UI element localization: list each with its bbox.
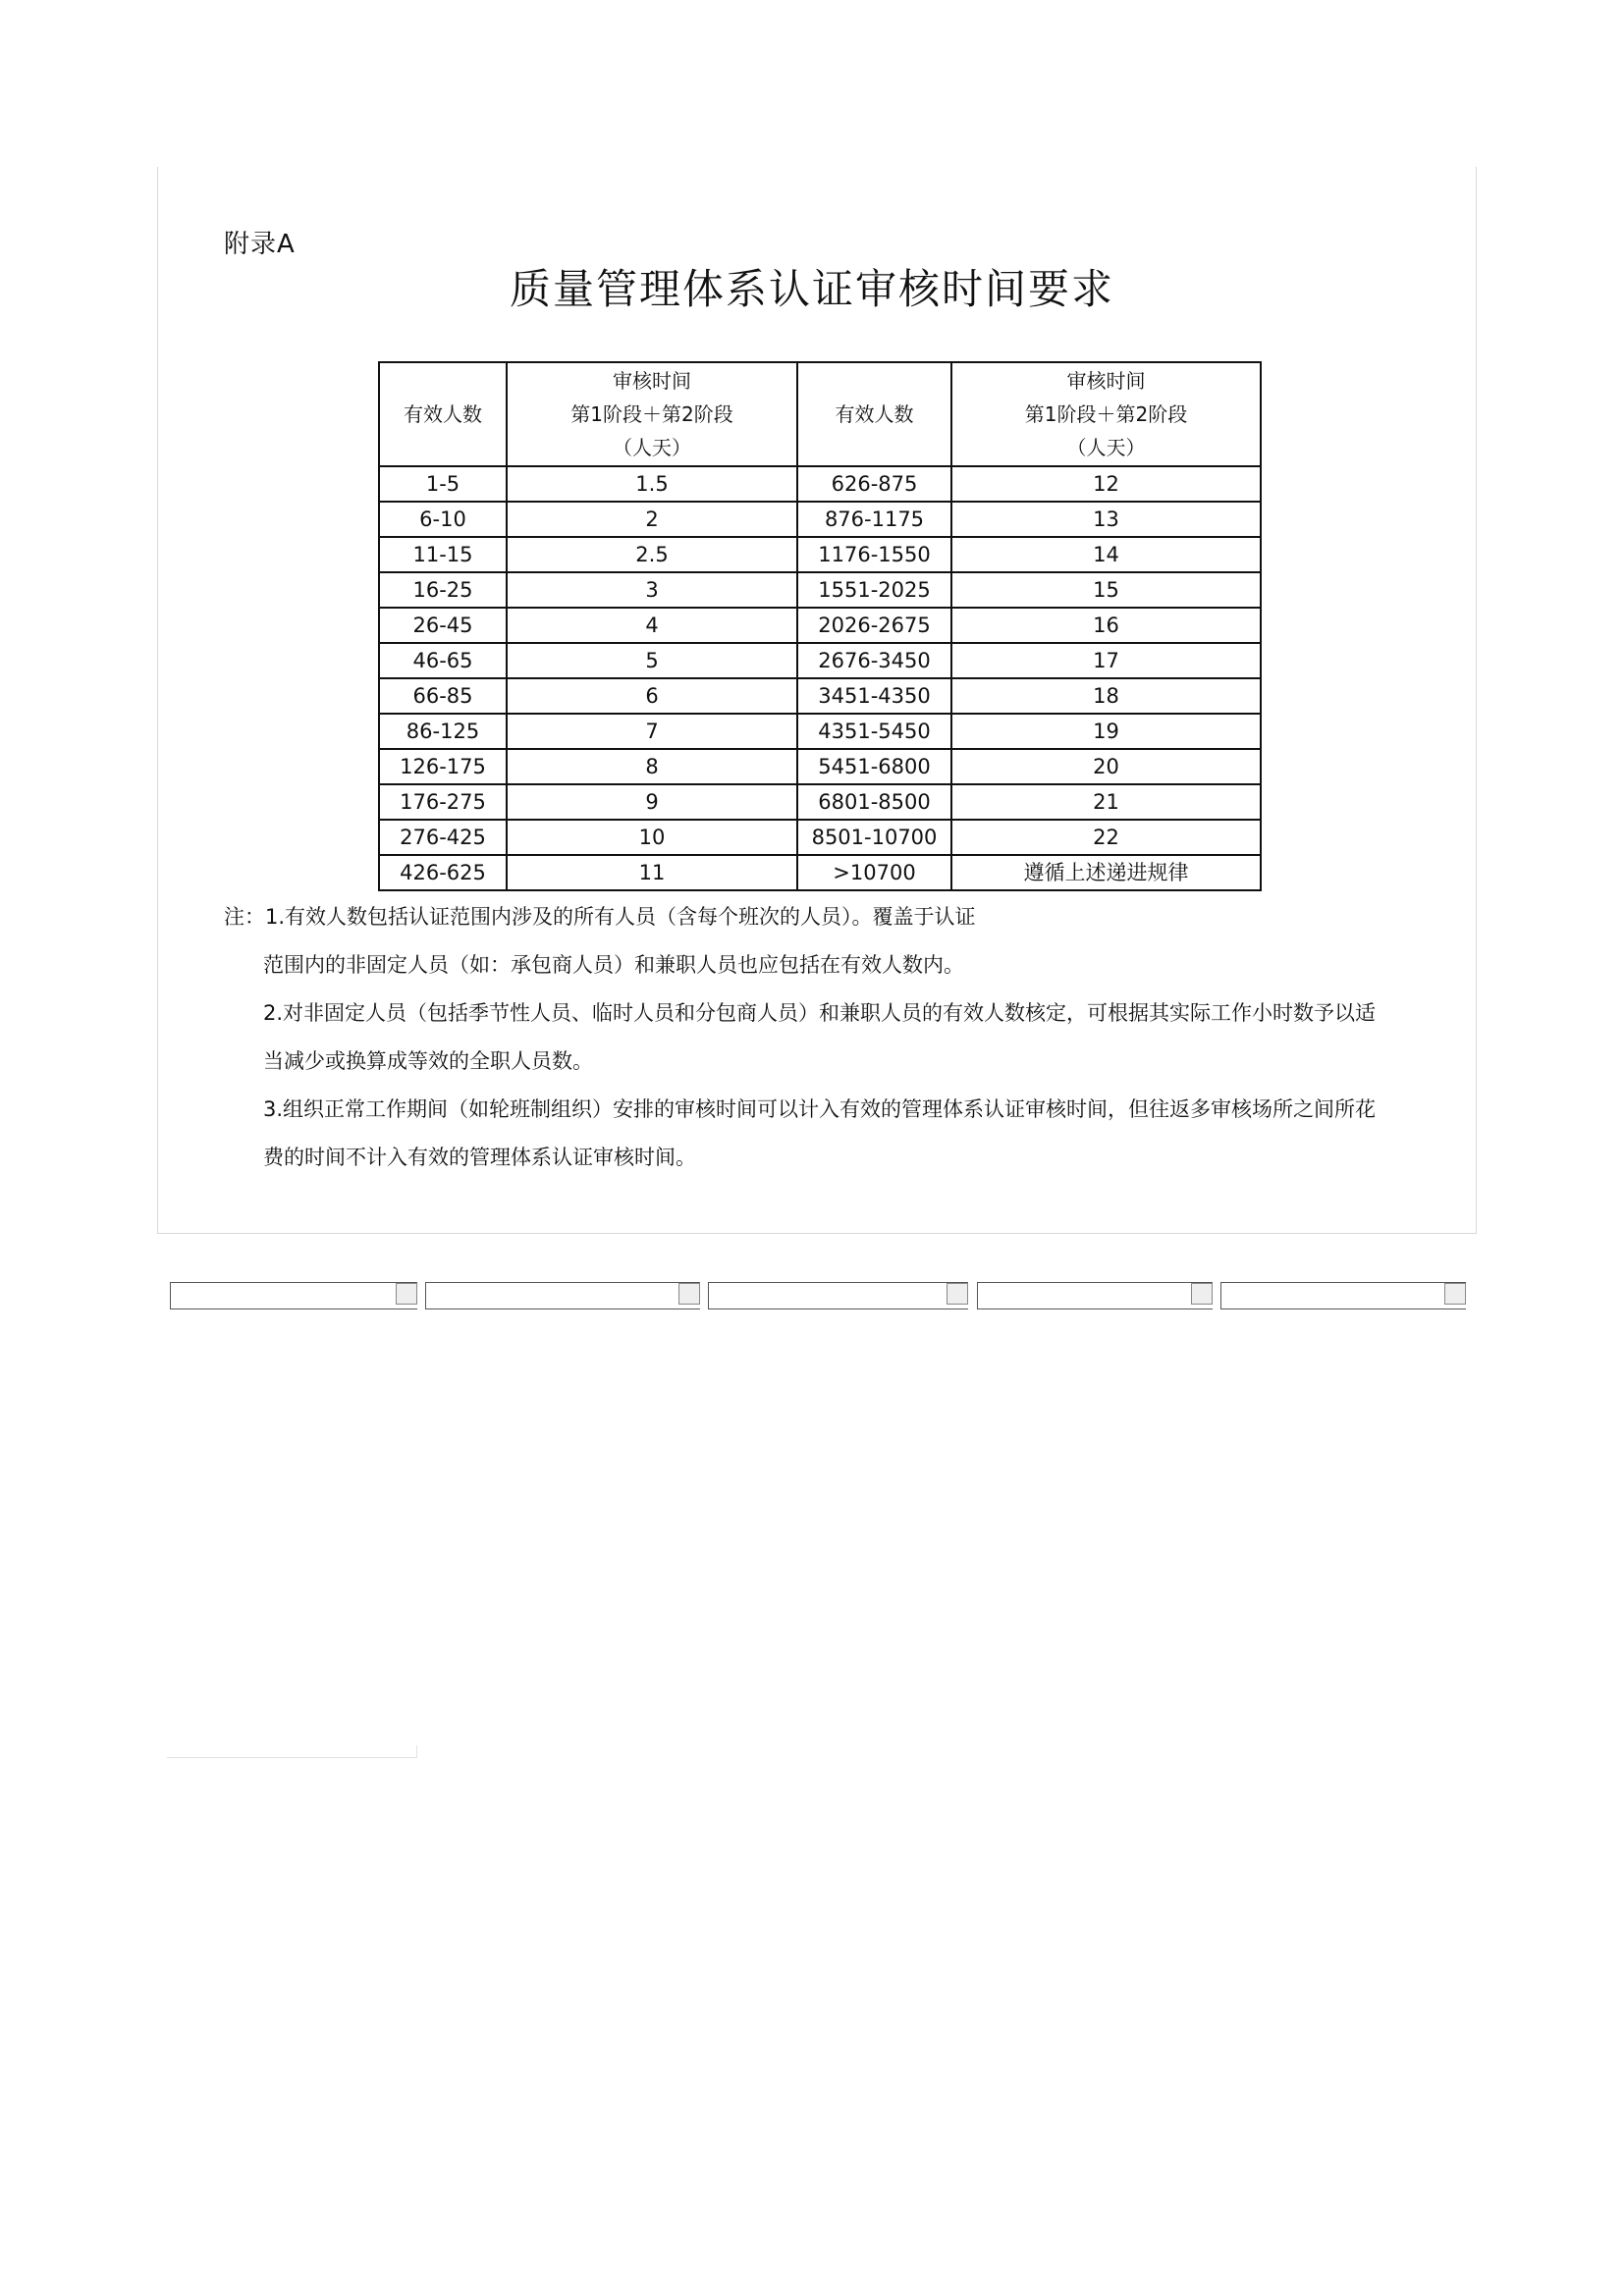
header-people: 有效人数 [379,362,507,466]
table-cell: 126-175 [379,749,507,784]
table-cell: 626-875 [797,466,951,502]
table-row [379,643,1261,678]
table-cell: 16-25 [379,572,507,608]
table-cell: 7 [507,714,797,749]
field-handle-icon[interactable] [947,1283,968,1305]
table-cell: 8501-10700 [797,820,951,855]
table-cell: 11 [507,855,797,890]
table-cell: 10 [507,820,797,855]
form-field-4[interactable] [977,1282,1213,1309]
table-cell: 18 [951,678,1261,714]
header-people: 有效人数 [797,362,951,466]
field-handle-icon[interactable] [1444,1283,1466,1305]
table-cell: 6 [507,678,797,714]
header-time-line1: 审核时间 [613,369,691,393]
table-cell: 276-425 [379,820,507,855]
table-cell: 2 [507,502,797,537]
table-row [379,784,1261,820]
note-line: 2.对非固定人员（包括季节性人员、临时人员和分包商人员）和兼职人员的有效人数核定，可根据其实际工作小时数予以适 [263,1001,1377,1025]
table-row [379,502,1261,537]
table-row [379,608,1261,643]
table-cell: 9 [507,784,797,820]
field-handle-icon[interactable] [396,1283,417,1305]
table-cell: 1176-1550 [797,537,951,572]
header-time-line3: （人天） [613,436,691,459]
table-row [379,678,1261,714]
table-cell: 遵循上述递进规律 [951,855,1261,890]
table-row [379,466,1261,502]
table-header-row [379,362,1261,466]
table-cell: 66-85 [379,678,507,714]
audit-time-table [378,361,1262,891]
header-audit-time [507,362,797,466]
table-cell: 21 [951,784,1261,820]
table-cell: 22 [951,820,1261,855]
form-field-5[interactable] [1220,1282,1466,1309]
table-cell: 5 [507,643,797,678]
table-cell: 876-1175 [797,502,951,537]
table-row [379,855,1261,890]
header-time-line1: 审核时间 [1066,369,1146,393]
form-field-1[interactable] [170,1282,417,1309]
table-cell: 17 [951,643,1261,678]
table-cell: 13 [951,502,1261,537]
table-cell: 19 [951,714,1261,749]
table-cell: 20 [951,749,1261,784]
field-handle-icon[interactable] [678,1283,700,1305]
note-line: 费的时间不计入有效的管理体系认证审核时间。 [263,1146,696,1169]
header-time-line2: 第1阶段＋第2阶段 [1024,402,1188,426]
note-line: 3.组织正常工作期间（如轮班制组织）安排的审核时间可以计入有效的管理体系认证审核时间，但往返多审核场所之间所花 [263,1097,1377,1121]
table-cell: 2.5 [507,537,797,572]
note-line: 当减少或换算成等效的全职人员数。 [263,1049,593,1073]
table-cell: 2026-2675 [797,608,951,643]
table-cell: 426-625 [379,855,507,890]
table-cell: 15 [951,572,1261,608]
table-cell: 6801-8500 [797,784,951,820]
table-cell: 14 [951,537,1261,572]
table-row [379,714,1261,749]
note-line: 范围内的非固定人员（如：承包商人员）和兼职人员也应包括在有效人数内。 [263,953,964,977]
table-cell: 5451-6800 [797,749,951,784]
header-audit-time [951,362,1261,466]
form-field-3[interactable] [708,1282,968,1309]
page-title: 质量管理体系认证审核时间要求 [509,265,1114,313]
field-handle-icon[interactable] [1191,1283,1213,1305]
table-row [379,537,1261,572]
table-cell: 6-10 [379,502,507,537]
table-cell: 26-45 [379,608,507,643]
table-cell: 176-275 [379,784,507,820]
form-field-2[interactable] [425,1282,700,1309]
table-cell: >10700 [797,855,951,890]
table-cell: 4 [507,608,797,643]
divider [167,1745,417,1758]
table-cell: 4351-5450 [797,714,951,749]
table-cell: 3 [507,572,797,608]
notes-block [224,893,1422,1182]
table-cell: 8 [507,749,797,784]
table-cell: 1.5 [507,466,797,502]
table-cell: 2676-3450 [797,643,951,678]
header-time-line2: 第1阶段＋第2阶段 [570,402,733,426]
table-cell: 16 [951,608,1261,643]
header-time-line3: （人天） [1066,436,1146,459]
table-cell: 1551-2025 [797,572,951,608]
table-cell: 86-125 [379,714,507,749]
table-cell: 1-5 [379,466,507,502]
table-cell: 12 [951,466,1261,502]
table-cell: 46-65 [379,643,507,678]
appendix-label: 附录A [224,230,296,259]
note-line: 注：1.有效人数包括认证范围内涉及的所有人员（含每个班次的人员）。覆盖于认证 [224,905,976,929]
table-cell: 3451-4350 [797,678,951,714]
table-row [379,749,1261,784]
table-cell: 11-15 [379,537,507,572]
table-row [379,572,1261,608]
table-row [379,820,1261,855]
